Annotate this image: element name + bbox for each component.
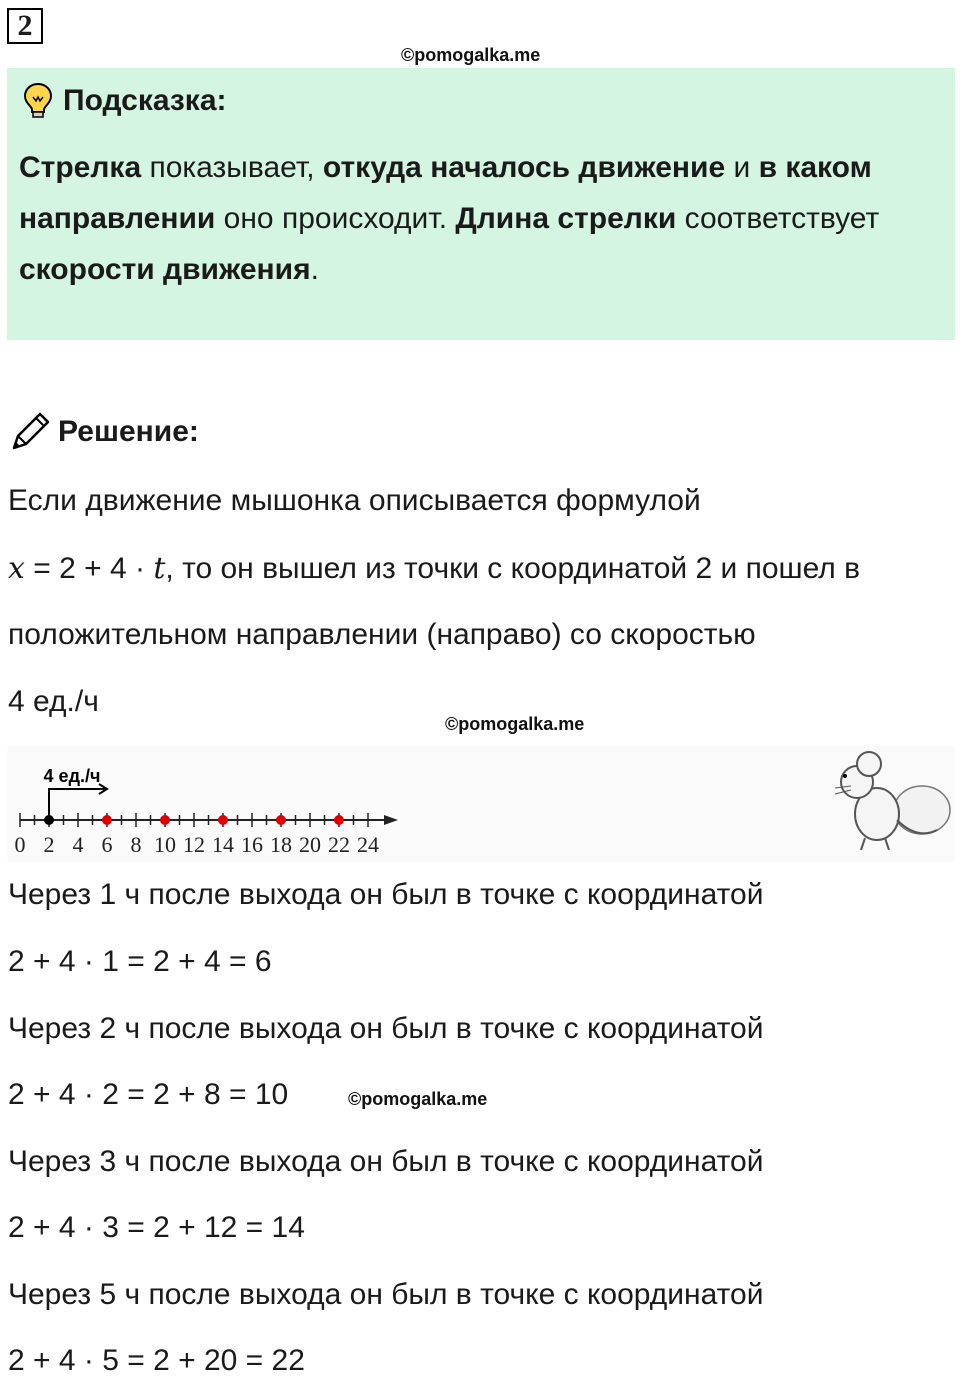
hint-text: Стрелка показывает, откуда началось движение и в каком направлении оно происходит. Длина стрелки соответствует скорости движения. — [19, 151, 880, 286]
watermark: ©pomogalka.me — [348, 1089, 488, 1109]
tick-label: 14 — [212, 832, 234, 857]
step-text: Через 5 ч после выхода он был в точке с координатой — [8, 1278, 764, 1311]
hint-title-text: Подсказка: — [63, 84, 227, 117]
step-text: Через 1 ч после выхода он был в точке с координатой — [8, 878, 764, 911]
tick-label: 4 — [72, 832, 84, 857]
step-calc: 2 + 4 · 2 = 2 + 8 = 10 — [8, 1078, 289, 1111]
tick-label: 6 — [101, 832, 113, 857]
solution-intro-4: 4 ед./ч — [8, 685, 99, 718]
solution-intro: Если движение мышонка описывается формулой — [8, 484, 701, 517]
speed-label: 4 ед./ч — [43, 766, 101, 786]
tick-label: 16 — [241, 832, 263, 857]
formula-line: x = 2 + 4 · t, то он вышел из точки с координатой 2 и пошел в — [8, 551, 861, 586]
coordinate-point — [102, 815, 112, 825]
coordinate-point — [218, 815, 228, 825]
step-calc: 2 + 4 · 3 = 2 + 12 = 14 — [8, 1211, 305, 1244]
number-line — [7, 746, 955, 862]
tick-label: 12 — [183, 832, 205, 857]
number-line-figure — [7, 746, 955, 862]
hint-box — [7, 68, 955, 340]
step-calc: 2 + 4 · 5 = 2 + 20 = 22 — [8, 1344, 305, 1377]
task-number: 2 — [7, 8, 43, 44]
hint-title — [23, 82, 227, 120]
step-calc: 2 + 4 · 1 = 2 + 4 = 6 — [8, 945, 272, 978]
solution-title-text: Решение: — [58, 415, 199, 448]
pencil-icon — [8, 410, 52, 454]
tick-label: 0 — [14, 832, 26, 857]
lightbulb-icon — [23, 82, 53, 120]
tick-label: 22 — [328, 832, 350, 857]
tick-label: 10 — [154, 832, 176, 857]
step-text: Через 3 ч после выхода он был в точке с координатой — [8, 1145, 764, 1178]
step-text: Через 2 ч после выхода он был в точке с координатой — [8, 1012, 764, 1045]
watermark: ©pomogalka.me — [445, 714, 585, 734]
watermark: ©pomogalka.me — [401, 45, 541, 65]
solution-title — [8, 410, 199, 454]
solution-intro-3: положительном направлении (направо) со скоростью — [8, 618, 756, 651]
tick-label: 20 — [299, 832, 321, 857]
coordinate-point — [334, 815, 344, 825]
coordinate-point — [276, 815, 286, 825]
tick-label: 2 — [43, 832, 55, 857]
tick-label: 18 — [270, 832, 292, 857]
tick-label: 8 — [130, 832, 142, 857]
coordinate-point — [160, 815, 170, 825]
tick-label: 24 — [357, 832, 379, 857]
